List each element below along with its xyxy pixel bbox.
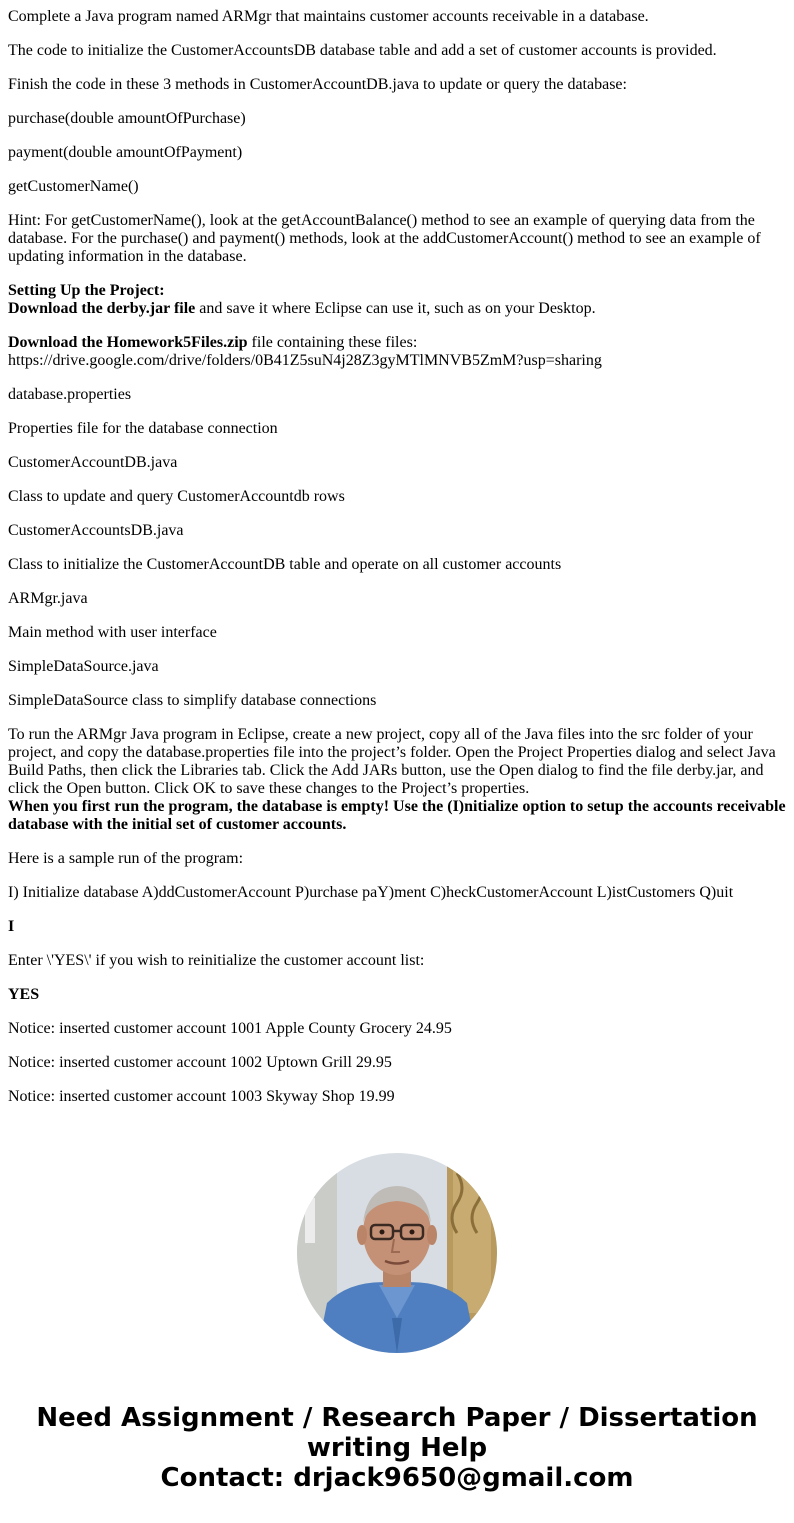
zip-download-label: Download the Homework5Files.zip <box>8 334 248 351</box>
file-customer-accounts-db-desc: Class to initialize the CustomerAccountDB table and operate on all customer accounts <box>8 556 562 573</box>
sample-menu-line: I) Initialize database A)ddCustomerAccount P)urchase paY)ment C)heckCustomerAccount L)istCustomers Q)uit <box>8 884 734 901</box>
method-payment: payment(double amountOfPayment) <box>8 144 243 161</box>
hint-paragraph: Hint: For getCustomerName(), look at the getAccountBalance() method to see an example of querying data from the database. For the purchase() and payment() methods, look at the addCustomerAccount() method to see an example of updating information in the database. <box>8 212 761 265</box>
run-warning: When you first run the program, the database is empty! Use the (I)nitialize option to setup the accounts receivable database with the initial set of customer accounts. <box>8 798 786 833</box>
notice-line-1001: Notice: inserted customer account 1001 Apple County Grocery 24.95 <box>8 1020 452 1037</box>
provided-code-paragraph: The code to initialize the CustomerAccountsDB database table and add a set of customer accounts is provided. <box>8 42 717 59</box>
sample-run-intro: Here is a sample run of the program: <box>8 850 244 867</box>
method-purchase: purchase(double amountOfPurchase) <box>8 110 246 127</box>
file-customer-account-db-desc: Class to update and query CustomerAccountdb rows <box>8 488 345 505</box>
notice-line-1003: Notice: inserted customer account 1003 Skyway Shop 19.99 <box>8 1088 395 1105</box>
file-simple-data-source-desc: SimpleDataSource class to simplify database connections <box>8 692 377 709</box>
zip-url: https://drive.google.com/drive/folders/0B41Z5suN4j28Z3gyMTlMNVB5ZmM?usp=sharing <box>8 352 602 369</box>
sample-input-initialize-text: I <box>8 918 15 935</box>
file-armgr-desc: Main method with user interface <box>8 624 217 641</box>
setup-section <box>8 282 788 318</box>
file-database-properties: database.properties <box>8 386 132 403</box>
contact-banner-line-3: Contact: drjack9650@gmail.com <box>160 1463 634 1493</box>
document-body <box>8 8 788 1122</box>
zip-download-text: file containing these files: <box>247 334 418 351</box>
contact-banner-line-2: writing Help <box>306 1433 488 1463</box>
file-armgr: ARMgr.java <box>8 590 88 607</box>
method-get-customer-name: getCustomerName() <box>8 178 139 195</box>
intro-paragraph: Complete a Java program named ARMgr that maintains customer accounts receivable in a database. <box>8 8 649 25</box>
derby-download-label: Download the derby.jar file <box>8 300 196 317</box>
contact-banner <box>0 1403 794 1493</box>
contact-banner-line-1: Need Assignment / Research Paper / Dissertation <box>36 1403 758 1433</box>
setup-heading: Setting Up the Project: <box>8 282 165 299</box>
file-customer-accounts-db: CustomerAccountsDB.java <box>8 522 184 539</box>
author-photo <box>297 1153 497 1353</box>
sample-prompt: Enter \'YES\' if you wish to reinitialize the customer account list: <box>8 952 425 969</box>
run-instructions-text: To run the ARMgr Java program in Eclipse, create a new project, copy all of the Java files into the src folder of your project, and copy the database.properties file into the project’s folder. Open the Project Properties dialog and select Java Build Paths, then click the Libraries tab. Click the Add JARs button, use the Open dialog to find the file derby.jar, and click the Open button. Click OK to save these changes to the Project’s properties. <box>8 726 776 797</box>
methods-intro-paragraph: Finish the code in these 3 methods in CustomerAccountDB.java to update or query the database: <box>8 76 627 93</box>
sample-input-initialize <box>8 918 788 936</box>
file-database-properties-desc: Properties file for the database connection <box>8 420 278 437</box>
file-customer-account-db: CustomerAccountDB.java <box>8 454 178 471</box>
sample-input-yes <box>8 986 788 1004</box>
file-simple-data-source: SimpleDataSource.java <box>8 658 159 675</box>
zip-download-paragraph <box>8 334 788 370</box>
sample-input-yes-text: YES <box>8 986 40 1003</box>
run-instructions <box>8 726 788 834</box>
notice-line-1002: Notice: inserted customer account 1002 Uptown Grill 29.95 <box>8 1054 392 1071</box>
derby-download-text: and save it where Eclipse can use it, such as on your Desktop. <box>195 300 596 317</box>
